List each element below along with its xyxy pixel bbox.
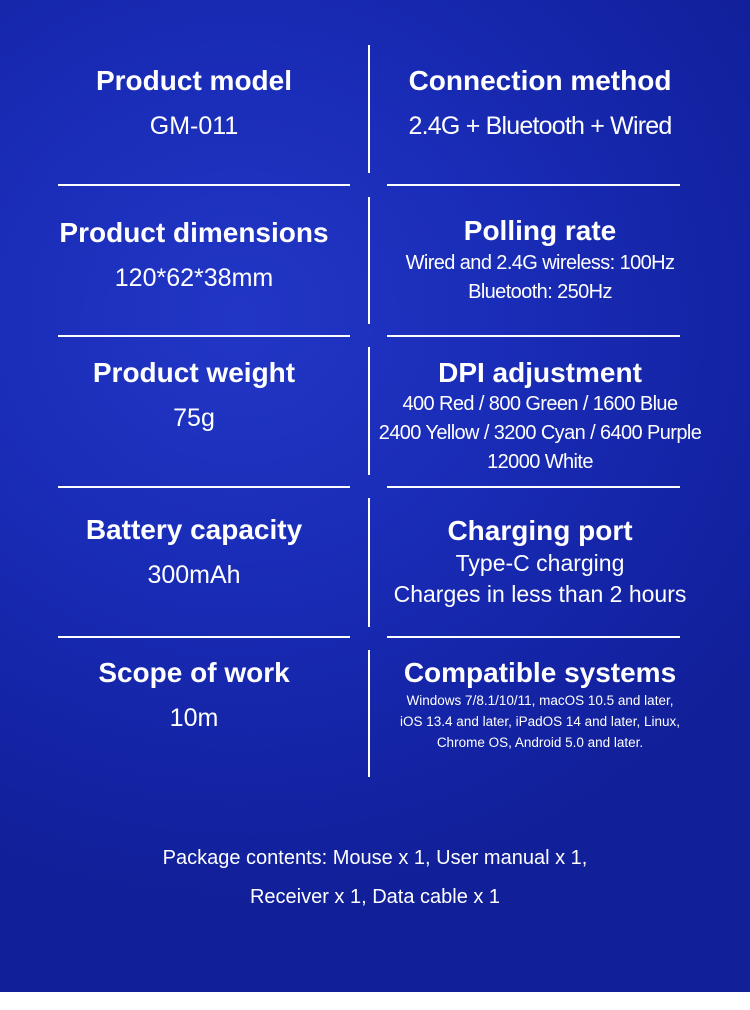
spec-compatible-systems xyxy=(370,656,710,753)
spec-charging-port xyxy=(370,514,710,610)
spec-value: 2.4G + Bluetooth + Wired xyxy=(408,112,672,140)
spec-value-line: 400 Red / 800 Green / 1600 Blue xyxy=(402,393,678,415)
spec-polling-rate xyxy=(370,214,710,307)
spec-product-dimensions xyxy=(20,216,368,293)
spec-title: Connection method xyxy=(408,65,672,96)
spec-title: Battery capacity xyxy=(85,514,303,545)
spec-value-line: Windows 7/8.1/10/11, macOS 10.5 and later, xyxy=(406,693,674,708)
spec-battery-capacity xyxy=(20,513,368,590)
spec-value: GM-011 xyxy=(149,112,239,140)
spec-value-line: Wired and 2.4G wireless: 100Hz xyxy=(405,252,675,274)
spec-title: Product model xyxy=(95,65,292,96)
horizontal-divider xyxy=(58,184,350,186)
horizontal-divider xyxy=(387,486,680,488)
horizontal-divider xyxy=(58,636,350,638)
spec-value-line: iOS 13.4 and later, iPadOS 14 and later, Linux, xyxy=(400,714,680,729)
package-line: Package contents: Mouse x 1, User manual x 1, xyxy=(162,847,588,869)
horizontal-divider xyxy=(387,335,680,337)
spec-connection-method xyxy=(370,64,710,141)
spec-product-model xyxy=(20,64,368,141)
spec-title: Scope of work xyxy=(98,657,290,688)
spec-title: Compatible systems xyxy=(403,657,677,688)
horizontal-divider xyxy=(387,184,680,186)
spec-title: Product dimensions xyxy=(59,217,329,248)
spec-value: 120*62*38mm xyxy=(114,264,274,292)
spec-value-line: Type-C charging xyxy=(455,550,625,576)
horizontal-divider xyxy=(58,486,350,488)
spec-product-weight xyxy=(20,356,368,433)
spec-title: Polling rate xyxy=(463,215,617,246)
spec-value: 10m xyxy=(169,704,219,732)
spec-value: 300mAh xyxy=(147,561,241,589)
horizontal-divider xyxy=(387,636,680,638)
spec-value-line: 12000 White xyxy=(487,451,593,473)
spec-value: 75g xyxy=(173,404,215,432)
spec-value-line: Chrome OS, Android 5.0 and later. xyxy=(436,735,644,750)
spec-value-line: 2400 Yellow / 3200 Cyan / 6400 Purple xyxy=(378,422,702,444)
spec-title: DPI adjustment xyxy=(438,357,642,388)
spec-dpi-adjustment xyxy=(370,356,710,477)
spec-scope-of-work xyxy=(20,656,368,733)
package-contents xyxy=(0,839,750,917)
spec-value-line: Bluetooth: 250Hz xyxy=(468,281,612,303)
spec-value-line: Charges in less than 2 hours xyxy=(393,581,687,607)
package-line: Receiver x 1, Data cable x 1 xyxy=(249,886,501,908)
spec-title: Charging port xyxy=(447,515,633,546)
spec-title: Product weight xyxy=(92,357,296,388)
horizontal-divider xyxy=(58,335,350,337)
